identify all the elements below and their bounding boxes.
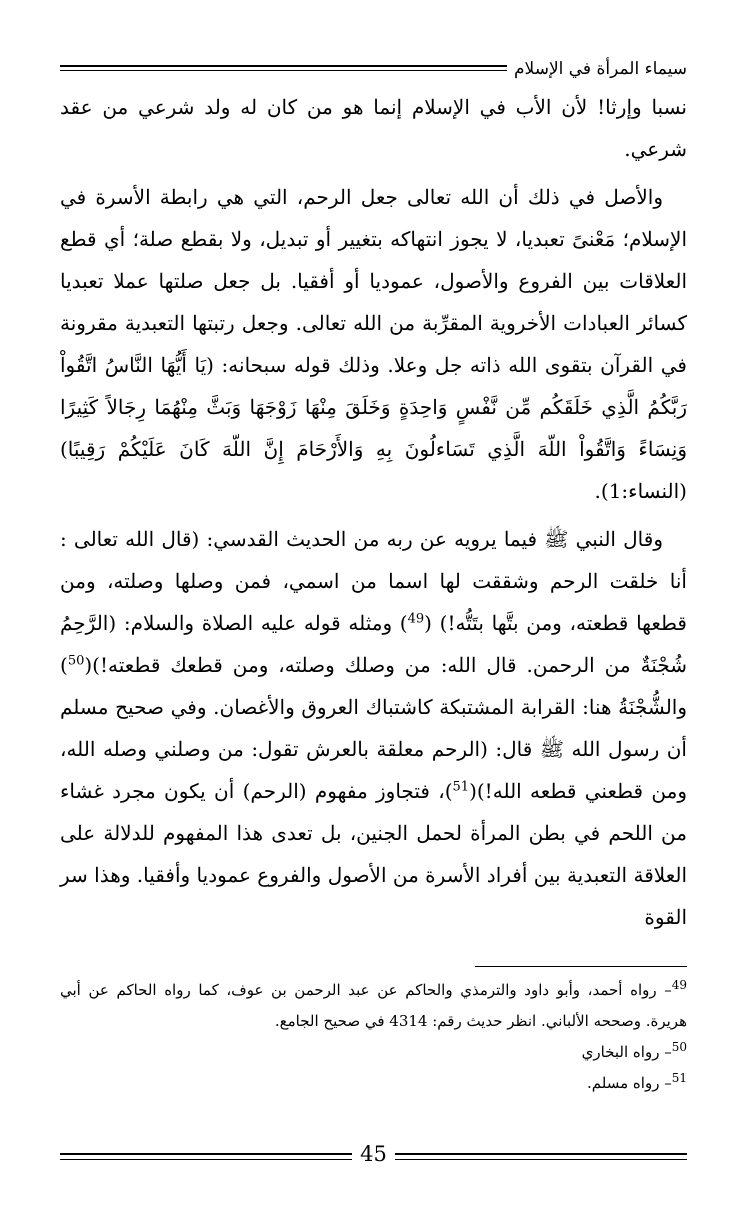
- footnotes: [60, 975, 687, 1099]
- footnote-text: – رواه البخاري: [581, 1043, 672, 1061]
- body-text: [60, 86, 687, 938]
- footnote-ref-49[interactable]: 49: [407, 611, 425, 627]
- paragraph-1: نسبا وإرثا! لأن الأب في الإسلام إنما هو من كان له ولد شرعي من عقد شرعي.: [60, 95, 687, 161]
- footnote-number: 50: [671, 1040, 687, 1054]
- paragraph-3-part-c: ) والشُّجْنَةُ هنا: القرابة المشتبكة كاشتباك العروق والأغصان. وفي صحيح مسلم أن رسول الله ﷺ قال: (الرحم معلقة بالعرش تقول: من وصلني وصله الله، ومن قطعني قطعه الله!)(: [60, 653, 688, 803]
- paragraph-3-part-d: )، فتجاوز مفهوم (الرحم) أن يكون مجرد غشاء من اللحم في بطن المرأة لحمل الجنين، بل تعدى هذا المفهوم للدلالة على العلاقة التعبدية بين أفراد الأسرة من الأصول والفروع عموديا وأفقيا. وهذا سر القوة: [60, 779, 687, 929]
- footnote-ref-50[interactable]: 50: [67, 653, 85, 669]
- header-rule: [60, 65, 507, 71]
- footnote-separator: [475, 966, 687, 967]
- paragraph-3-part-b: ) ومثله قوله عليه الصلاة والسلام: (الرَّحِمُ شُجْنَةٌ من الرحمن. قال الله: من وصلك وصلته، ومن قطعك قطعته!)(: [60, 611, 687, 677]
- paragraph-3: [60, 518, 687, 938]
- footnote-49: [60, 975, 687, 1037]
- footnote-number: 49: [671, 978, 687, 992]
- footnote-text: – رواه مسلم.: [587, 1074, 672, 1092]
- paragraph-2: والأصل في ذلك أن الله تعالى جعل الرحم، التي هي رابطة الأسرة في الإسلام؛ مَعْنىً تعبديا، لا يجوز انتهاكه بتغيير أو تبديل، ولا بقطع صلة؛ أي قطع العلاقات بين الفروع والأصول، عموديا أو أفقيا. بل جعل صلتها عملا تعبديا كسائر العبادات الأخروية المقرِّبة من الله تعالى. وجعل رتبتها التعبدية مقرونة في القرآن بتقوى الله ذاته جل وعلا. وذلك قوله سبحانه: (يَا أَيُّهَا النَّاسُ اتَّقُواْ رَبَّكُمُ الَّذِي خَلَقَكُم مِّن نَّفْسٍ وَاحِدَةٍ وَخَلَقَ مِنْهَا زَوْجَهَا وَبَثَّ مِنْهُمَا رِجَالاً كَثِيرًا وَنِسَاءً وَاتَّقُواْ اللّهَ الَّذِي تَسَاءلُونَ بِهِ وَالأَرْحَامَ إِنَّ اللّهَ كَانَ عَلَيْكُمْ رَقِيبًا)(النساء:1).: [60, 185, 687, 503]
- footer-rule-right: [395, 1153, 687, 1160]
- footnote-50: [60, 1037, 687, 1068]
- paragraph-3-part-a: وقال النبي ﷺ فيما يرويه عن ربه من الحديث القدسي: (قال الله تعالى : أنا خلقت الرحم وشققت لها اسما من اسمي، فمن وصلها وصلته، ومن قطعها قطعته، ومن بتَّها بتَتُّه!) (: [60, 527, 687, 635]
- running-header: [60, 58, 687, 80]
- footnote-ref-51[interactable]: 51: [452, 779, 470, 795]
- header-title: سيماء المرأة في الإسلام: [514, 59, 687, 79]
- footnote-text: – رواه أحمد، وأبو داود والترمذي والحاكم عن عبد الرحمن بن عوف، كما رواه الحاكم عن أبي هريرة. وصححه الألباني. انظر حديث رقم: 4314 في صحيح الجامع.: [60, 981, 687, 1030]
- footnote-number: 51: [671, 1071, 687, 1085]
- footnote-51: [60, 1068, 687, 1099]
- page-number: 45: [360, 1142, 387, 1166]
- page-footer: [60, 1138, 687, 1178]
